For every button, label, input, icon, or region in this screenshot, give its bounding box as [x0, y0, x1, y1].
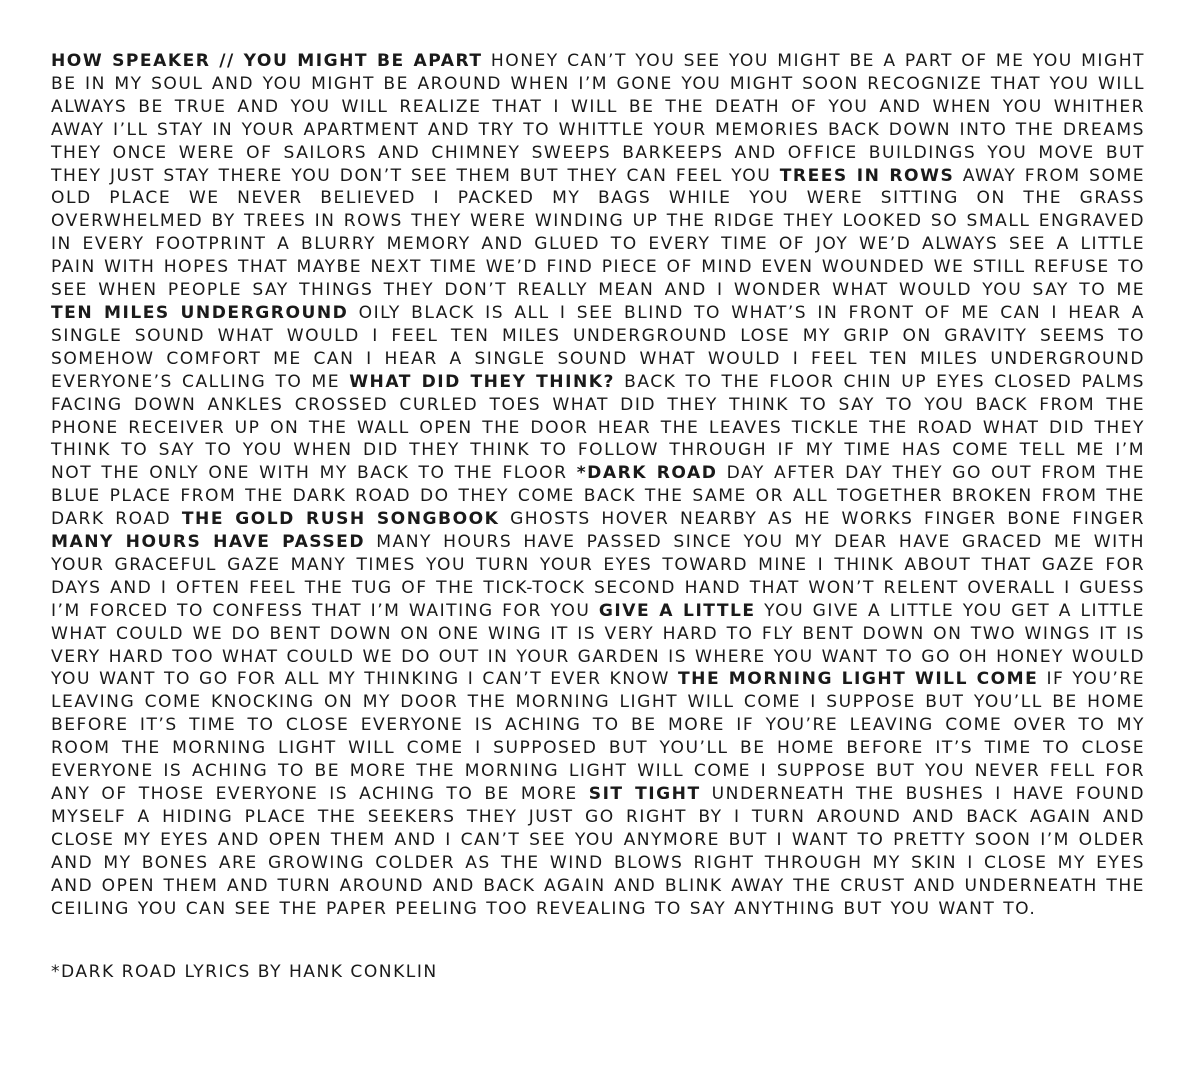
song-title: HOW SPEAKER // YOU MIGHT BE APART — [51, 51, 483, 71]
song-title: SIT TIGHT — [588, 784, 701, 804]
song-title: THE MORNING LIGHT WILL COME — [678, 669, 1039, 690]
footnote: *DARK ROAD LYRICS BY HANK CONKLIN — [51, 962, 438, 982]
song-lyrics: YOU GIVE A LITTLE YOU GET A LITTLE WHAT COULD WE DO BENT DOWN ON ONE WING IT IS VERY HARD TO FLY BENT DOWN ON TWO WINGS IT IS VERY HARD TOO WHAT COULD WE DO OUT IN YOUR GARDEN IS WHERE YOU WANT TO GO OH HONEY WOULD YOU WANT TO GO FOR ALL MY THINKING I CAN’T EVER KNOW — [51, 600, 1145, 690]
song-title: TEN MILES UNDERGROUND — [51, 302, 349, 323]
song-title: THE GOLD RUSH SONGBOOK — [181, 509, 500, 530]
song-title: TREES IN ROWS — [779, 165, 955, 186]
song-title: MANY HOURS HAVE PASSED — [51, 532, 366, 553]
song-lyrics: MANY HOURS HAVE PASSED SINCE YOU MY DEAR HAVE GRACED ME WITH YOUR GRACEFUL GAZE MANY TIMES YOU TURN YOUR EYES TOWARD MINE I THINK ABOUT THAT GAZE FOR DAYS AND I OFTEN FEEL THE TUG OF THE TICK-TOCK SECOND HAND THAT WON’T RELENT OVERALL I GUESS I’M FORCED TO CONFESS THAT I’M WAITING FOR YOU — [51, 532, 1146, 621]
song-lyrics: HONEY CAN’T YOU SEE YOU MIGHT BE A PART OF ME YOU MIGHT BE IN MY SOUL AND YOU MIGHT BE AROUND WHEN I’M GONE YOU MIGHT SOON RECOGNIZE THAT YOU WILL ALWAYS BE TRUE AND YOU WILL REALIZE THAT I WILL BE THE DEATH OF YOU AND WHEN YOU WHITHER AWAY I’LL STAY IN YOUR APARTMENT AND TRY TO WHITTLE YOUR MEMORIES BACK DOWN INTO THE DREAMS THEY ONCE WERE OF SAILORS AND CHIMNEY SWEEPS BARKEEPS AND OFFICE BUILDINGS YOU MOVE BUT THEY JUST STAY THERE YOU DON’T SEE THEM BUT THEY CAN FEEL YOU — [51, 51, 1145, 186]
song-lyrics: BACK TO THE FLOOR CHIN UP EYES CLOSED PALMS FACING DOWN ANKLES CROSSED CURLED TOES WHAT DID THEY THINK TO SAY TO YOU BACK FROM THE PHONE RECEIVER UP ON THE WALL OPEN THE DOOR HEAR THE LEAVES TICKLE THE ROAD WHAT DID THEY THINK TO SAY TO YOU WHEN DID THEY THINK TO FOLLOW THROUGH IF MY TIME HAS COME TELL ME I’M NOT THE ONLY ONE WITH MY BACK TO THE FLOOR — [51, 371, 1146, 484]
song-lyrics: AWAY FROM SOME OLD PLACE WE NEVER BELIEVED I PACKED MY BAGS WHILE YOU WERE SITTING ON THE GRASS OVERWHELMED BY TREES IN ROWS THEY WERE WINDING UP THE RIDGE THEY LOOKED SO SMALL ENGRAVED IN EVERY FOOTPRINT A BLURRY MEMORY AND GLUED TO EVERY TIME OF JOY WE’D ALWAYS SEE A LITTLE PAIN WITH HOPES THAT MAYBE NEXT TIME WE’D FIND PIECE OF MIND EVEN WOUNDED WE STILL REFUSE TO SEE WHEN PEOPLE SAY THINGS THEY DON’T REALLY MEAN AND I WONDER WHAT WOULD YOU SAY TO ME — [51, 165, 1146, 301]
song-lyrics: GHOSTS HOVER NEARBY AS HE WORKS FINGER BONE FINGER — [510, 509, 1145, 530]
song-title: GIVE A LITTLE — [598, 600, 756, 621]
song-title: WHAT DID THEY THINK? — [349, 371, 615, 392]
song-lyrics: UNDERNEATH THE BUSHES I HAVE FOUND MYSELF A HIDING PLACE THE SEEKERS THEY JUST GO RIGHT BY I TURN AROUND AND BACK AGAIN AND CLOSE MY EYES AND OPEN THEM AND I CAN’T SEE YOU ANYMORE BUT I WANT TO PRETTY SOON I’M OLDER AND MY BONES ARE GROWING COLDER AS THE WIND BLOWS RIGHT THROUGH MY SKIN I CLOSE MY EYES AND OPEN THEM AND TURN AROUND AND BACK AGAIN AND BLINK AWAY THE CRUST AND UNDERNEATH THE CEILING YOU CAN SEE THE PAPER PEELING TOO REVEALING TO SAY ANYTHING BUT YOU WANT TO. — [51, 784, 1145, 919]
lyrics-body — [51, 50, 1145, 920]
song-lyrics: DAY AFTER DAY THEY GO OUT FROM THE BLUE PLACE FROM THE DARK ROAD DO THEY COME BACK THE SAME OR ALL TOGETHER BROKEN FROM THE DARK ROAD — [51, 463, 1146, 530]
song-title: *DARK ROAD — [576, 463, 718, 484]
song-lyrics: OILY BLACK IS ALL I SEE BLIND TO WHAT’S IN FRONT OF ME CAN I HEAR A SINGLE SOUND WHAT WOULD I FEEL TEN MILES UNDERGROUND LOSE MY GRIP ON GRAVITY SEEMS TO SOMEHOW COMFORT ME CAN I HEAR A SINGLE SOUND WHAT WOULD I FEEL TEN MILES UNDERGROUND EVERYONE’S CALLING TO ME — [51, 302, 1145, 392]
song-lyrics: IF YOU’RE LEAVING COME KNOCKING ON MY DOOR THE MORNING LIGHT WILL COME I SUPPOSE BUT YOU’LL BE HOME BEFORE IT’S TIME TO CLOSE EVERYONE IS ACHING TO BE MORE IF YOU’RE LEAVING COME OVER TO MY ROOM THE MORNING LIGHT WILL COME I SUPPOSED BUT YOU’LL BE HOME BEFORE IT’S TIME TO CLOSE EVERYONE IS ACHING TO BE MORE THE MORNING LIGHT WILL COME I SUPPOSE BUT YOU NEVER FELL FOR ANY OF THOSE EVERYONE IS ACHING TO BE MORE — [51, 669, 1146, 804]
